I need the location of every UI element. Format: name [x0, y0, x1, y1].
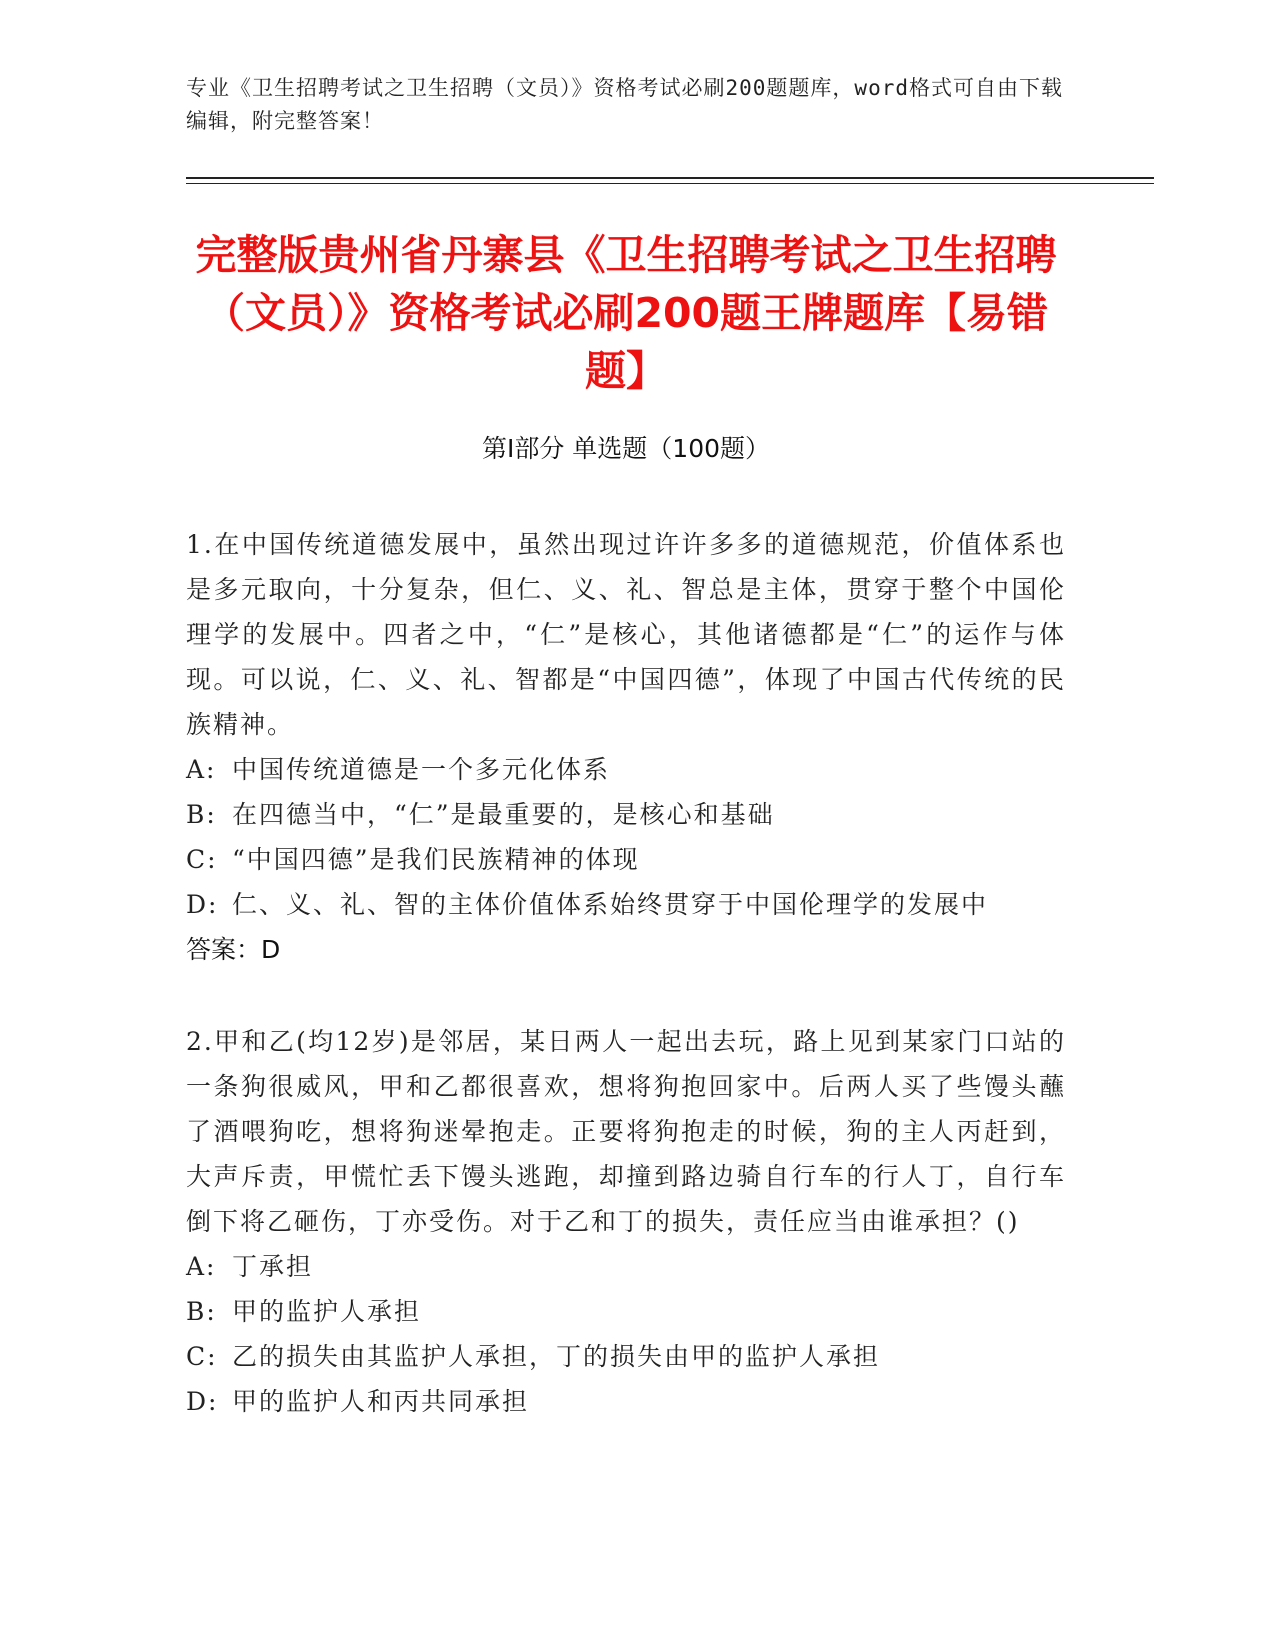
option-text: 在四德当中，“仁”是最重要的，是核心和基础: [232, 800, 775, 829]
option-text: 丁承担: [232, 1252, 314, 1281]
question-stem: 2.甲和乙(均12岁)是邻居，某日两人一起出去玩，路上见到某家门口站的一条狗很威风，甲和乙都很喜欢，想将狗抱回家中。后两人买了些馒头蘸了酒喂狗吃，想将狗迷晕抱走。正要将狗抱走的时候，狗的主人丙赶到，大声斥责，甲慌忙丢下馒头逃跑，却撞到路边骑自行车的行人丁，自行车倒下将乙砸伤，丁亦受伤。对于乙和丁的损失，责任应当由谁承担？(): [186, 1027, 1066, 1236]
option-text: “中国四德”是我们民族精神的体现: [232, 845, 640, 874]
option-text: 仁、义、礼、智的主体价值体系始终贯穿于中国伦理学的发展中: [232, 890, 989, 919]
option-key: B:: [186, 1297, 217, 1326]
option-c: [186, 1334, 1066, 1379]
option-key: A:: [186, 1252, 217, 1281]
option-key: A:: [186, 755, 217, 784]
question-2: [186, 1019, 1066, 1424]
option-b: [186, 1289, 1066, 1334]
option-key: D:: [186, 1387, 219, 1416]
option-key: C:: [186, 845, 218, 874]
header-note: 专业《卫生招聘考试之卫生招聘（文员）》资格考试必刷200题题库，word格式可自由下载编辑，附完整答案！: [186, 76, 1063, 133]
option-d: [186, 882, 1066, 927]
option-a: [186, 747, 1066, 792]
header-rule-thick: [186, 177, 1154, 179]
option-text: 甲的监护人承担: [232, 1297, 422, 1326]
answer: 答案：D: [186, 935, 281, 964]
option-key: B:: [186, 800, 217, 829]
option-text: 乙的损失由其监护人承担，丁的损失由甲的监护人承担: [232, 1342, 881, 1371]
question-1: [186, 522, 1066, 972]
option-b: [186, 792, 1066, 837]
document-title: 完整版贵州省丹寨县《卫生招聘考试之卫生招聘（文员）》资格考试必刷200题王牌题库【易错题】: [195, 231, 1057, 395]
option-key: D:: [186, 890, 219, 919]
option-a: [186, 1244, 1066, 1289]
section-title: 第Ⅰ部分 单选题（100题）: [481, 434, 771, 463]
header-rule-thin: [186, 183, 1154, 184]
option-key: C:: [186, 1342, 218, 1371]
option-text: 中国传统道德是一个多元化体系: [232, 755, 611, 784]
option-c: [186, 837, 1066, 882]
option-text: 甲的监护人和丙共同承担: [232, 1387, 530, 1416]
question-stem: 1.在中国传统道德发展中，虽然出现过许许多多的道德规范，价值体系也是多元取向，十分复杂，但仁、义、礼、智总是主体，贯穿于整个中国伦理学的发展中。四者之中，“仁”是核心，其他诸德都是“仁”的运作与体现。可以说，仁、义、礼、智都是“中国四德”，体现了中国古代传统的民族精神。: [186, 530, 1066, 739]
option-d: [186, 1379, 1066, 1424]
